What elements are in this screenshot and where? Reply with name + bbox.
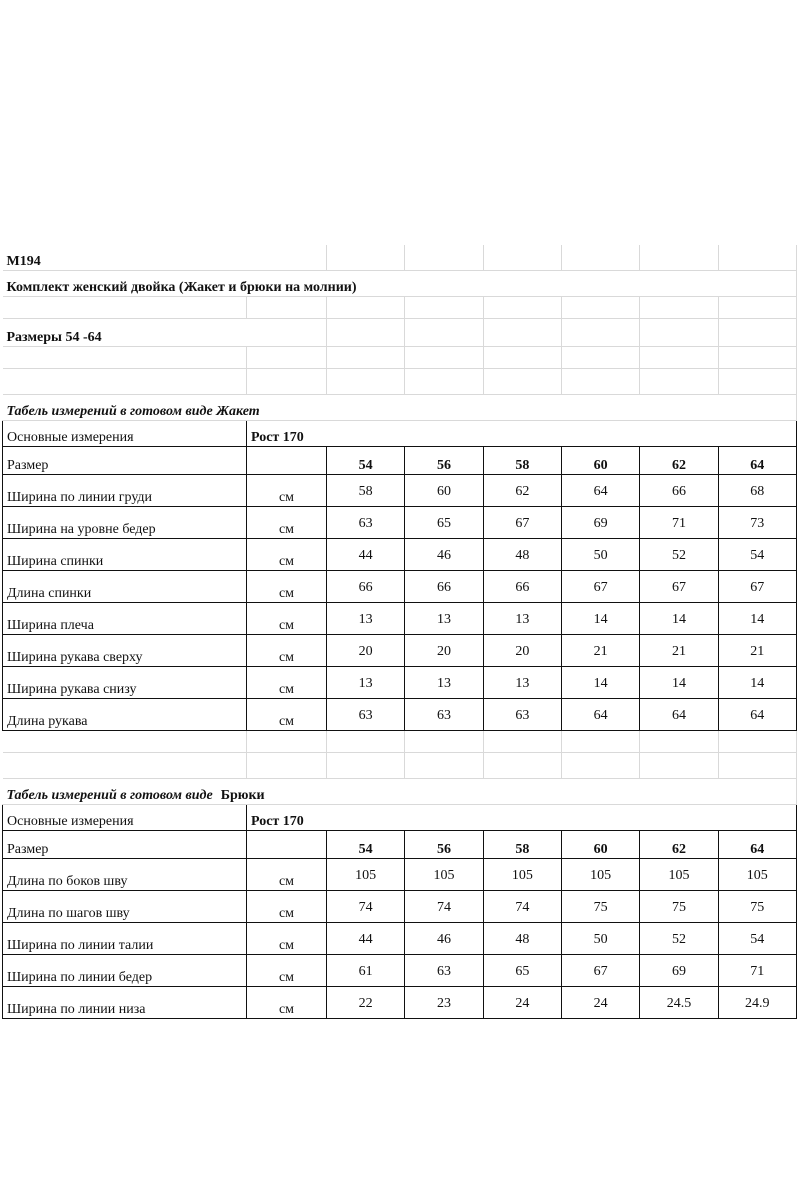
blank-row <box>3 347 797 369</box>
main-measurements-label: Основные измерения <box>3 805 247 831</box>
unit-cell: см <box>247 923 327 955</box>
empty-cell <box>718 297 796 319</box>
size-header: 54 <box>327 831 405 859</box>
measurement-value: 24 <box>561 987 639 1019</box>
empty-cell <box>327 297 405 319</box>
measurement-value: 64 <box>640 699 718 731</box>
measurement-row <box>3 987 797 1019</box>
measurement-value: 23 <box>405 987 483 1019</box>
empty-cell <box>247 319 327 347</box>
main-measurements-row <box>3 421 797 447</box>
size-header: 62 <box>640 831 718 859</box>
measurement-value: 63 <box>405 955 483 987</box>
empty-cell <box>718 369 796 395</box>
measurement-value: 61 <box>327 955 405 987</box>
unit-cell: см <box>247 635 327 667</box>
empty-cell <box>405 369 483 395</box>
empty-cell <box>483 319 561 347</box>
model-code: М194 <box>3 245 247 271</box>
measurement-value: 21 <box>718 635 796 667</box>
measurement-value: 44 <box>327 923 405 955</box>
measurement-value: 46 <box>405 923 483 955</box>
measurement-row <box>3 699 797 731</box>
size-header: 58 <box>483 831 561 859</box>
size-label: Размер <box>3 447 247 475</box>
measurement-value: 66 <box>640 475 718 507</box>
unit-cell: см <box>247 667 327 699</box>
measurement-value: 44 <box>327 539 405 571</box>
unit-cell: см <box>247 891 327 923</box>
empty-cell <box>247 731 327 753</box>
measurement-label: Ширина по линии низа <box>3 987 247 1019</box>
measurement-value: 67 <box>640 571 718 603</box>
unit-cell: см <box>247 859 327 891</box>
blank-row <box>3 297 797 319</box>
measurement-label: Ширина рукава сверху <box>3 635 247 667</box>
measurement-value: 66 <box>327 571 405 603</box>
size-row <box>3 447 797 475</box>
measurement-row <box>3 923 797 955</box>
measurement-label: Длина спинки <box>3 571 247 603</box>
measurement-value: 71 <box>718 955 796 987</box>
empty-cell <box>561 245 639 271</box>
measurement-value: 74 <box>405 891 483 923</box>
trousers-title-item: Брюки <box>220 788 265 803</box>
measurement-value: 14 <box>561 667 639 699</box>
measurement-value: 105 <box>561 859 639 891</box>
size-label: Размер <box>3 831 247 859</box>
measurement-row <box>3 603 797 635</box>
measurement-value: 21 <box>561 635 639 667</box>
unit-empty <box>247 831 327 859</box>
measurement-value: 69 <box>640 955 718 987</box>
measurement-value: 24 <box>483 987 561 1019</box>
measurement-value: 71 <box>640 507 718 539</box>
measurement-value: 64 <box>561 699 639 731</box>
empty-cell <box>561 369 639 395</box>
measurement-value: 63 <box>405 699 483 731</box>
measurement-label: Ширина по линии талии <box>3 923 247 955</box>
measurement-value: 52 <box>640 923 718 955</box>
empty-cell <box>561 319 639 347</box>
measurement-value: 14 <box>640 603 718 635</box>
measurement-value: 52 <box>640 539 718 571</box>
empty-cell <box>718 245 796 271</box>
measurement-row <box>3 571 797 603</box>
empty-cell <box>247 753 327 779</box>
measurement-value: 13 <box>483 667 561 699</box>
height-label: Рост 170 <box>247 805 797 831</box>
empty-cell <box>405 319 483 347</box>
measurement-value: 46 <box>405 539 483 571</box>
measurement-label: Ширина рукава снизу <box>3 667 247 699</box>
measurement-value: 24.9 <box>718 987 796 1019</box>
unit-cell: см <box>247 539 327 571</box>
unit-cell: см <box>247 571 327 603</box>
empty-cell <box>247 347 327 369</box>
empty-cell <box>3 347 247 369</box>
measurement-row <box>3 539 797 571</box>
empty-cell <box>718 753 796 779</box>
empty-cell <box>247 369 327 395</box>
empty-cell <box>640 245 718 271</box>
measurement-value: 69 <box>561 507 639 539</box>
trousers-title-row <box>3 779 797 805</box>
measurement-value: 73 <box>718 507 796 539</box>
blank-row <box>3 753 797 779</box>
measurement-value: 66 <box>405 571 483 603</box>
empty-cell <box>3 297 247 319</box>
measurement-value: 22 <box>327 987 405 1019</box>
measurement-value: 65 <box>483 955 561 987</box>
product-name-row <box>3 271 797 297</box>
height-label: Рост 170 <box>247 421 797 447</box>
measurement-value: 105 <box>405 859 483 891</box>
measurement-sheet <box>2 245 796 1019</box>
empty-cell <box>640 753 718 779</box>
empty-cell <box>405 245 483 271</box>
measurement-value: 105 <box>640 859 718 891</box>
empty-cell <box>327 319 405 347</box>
measurement-value: 67 <box>561 955 639 987</box>
measurement-row <box>3 859 797 891</box>
measurement-label: Ширина на уровне бедер <box>3 507 247 539</box>
empty-cell <box>405 347 483 369</box>
measurement-value: 21 <box>640 635 718 667</box>
measurement-row <box>3 667 797 699</box>
main-measurements-label: Основные измерения <box>3 421 247 447</box>
measurement-value: 14 <box>718 667 796 699</box>
empty-cell <box>718 319 796 347</box>
empty-cell <box>327 731 405 753</box>
measurement-value: 63 <box>327 699 405 731</box>
size-header: 60 <box>561 831 639 859</box>
measurement-value: 20 <box>327 635 405 667</box>
size-row <box>3 831 797 859</box>
measurement-value: 60 <box>405 475 483 507</box>
measurement-value: 48 <box>483 539 561 571</box>
size-header: 56 <box>405 831 483 859</box>
empty-cell <box>640 319 718 347</box>
unit-empty <box>247 447 327 475</box>
measurement-value: 54 <box>718 539 796 571</box>
empty-cell <box>640 297 718 319</box>
empty-cell <box>405 297 483 319</box>
measurement-value: 67 <box>718 571 796 603</box>
measurement-value: 64 <box>718 699 796 731</box>
measurement-value: 66 <box>483 571 561 603</box>
size-header: 64 <box>718 831 796 859</box>
empty-cell <box>3 731 247 753</box>
jacket-title: Табель измерений в готовом виде Жакет <box>3 395 797 421</box>
measurement-row <box>3 955 797 987</box>
empty-cell <box>327 245 405 271</box>
measurement-value: 74 <box>483 891 561 923</box>
measurement-value: 13 <box>327 667 405 699</box>
size-header: 64 <box>718 447 796 475</box>
measurement-value: 75 <box>640 891 718 923</box>
measurement-label: Длина по боков шву <box>3 859 247 891</box>
empty-cell <box>247 297 327 319</box>
measurement-value: 50 <box>561 923 639 955</box>
measurement-value: 105 <box>718 859 796 891</box>
empty-cell <box>327 753 405 779</box>
measurement-label: Ширина плеча <box>3 603 247 635</box>
size-header: 54 <box>327 447 405 475</box>
size-header: 56 <box>405 447 483 475</box>
measurement-value: 67 <box>561 571 639 603</box>
empty-cell <box>640 369 718 395</box>
empty-cell <box>483 297 561 319</box>
empty-cell <box>483 245 561 271</box>
measurement-value: 14 <box>561 603 639 635</box>
empty-cell <box>327 369 405 395</box>
measurement-value: 75 <box>561 891 639 923</box>
measurement-label: Длина по шагов шву <box>3 891 247 923</box>
measurement-value: 54 <box>718 923 796 955</box>
empty-cell <box>483 753 561 779</box>
empty-cell <box>561 753 639 779</box>
empty-cell <box>718 347 796 369</box>
measurement-label: Ширина по линии бедер <box>3 955 247 987</box>
measurement-value: 20 <box>405 635 483 667</box>
measurement-value: 13 <box>405 667 483 699</box>
unit-cell: см <box>247 475 327 507</box>
empty-cell <box>483 347 561 369</box>
blank-row <box>3 731 797 753</box>
measurement-row <box>3 635 797 667</box>
measurement-value: 68 <box>718 475 796 507</box>
sizes-range-row <box>3 319 797 347</box>
measurement-value: 13 <box>327 603 405 635</box>
measurement-row <box>3 891 797 923</box>
jacket-title-row <box>3 395 797 421</box>
empty-cell <box>483 369 561 395</box>
empty-cell <box>3 753 247 779</box>
measurement-row <box>3 475 797 507</box>
measurement-label: Длина рукава <box>3 699 247 731</box>
trousers-title: Табель измерений в готовом виде <box>6 788 213 803</box>
measurement-value: 75 <box>718 891 796 923</box>
size-header: 62 <box>640 447 718 475</box>
measurement-value: 14 <box>640 667 718 699</box>
size-table <box>2 245 797 1019</box>
unit-cell: см <box>247 955 327 987</box>
measurement-value: 63 <box>327 507 405 539</box>
measurement-value: 105 <box>483 859 561 891</box>
sizes-range: Размеры 54 -64 <box>3 319 247 347</box>
empty-cell <box>247 245 327 271</box>
measurement-value: 20 <box>483 635 561 667</box>
measurement-value: 67 <box>483 507 561 539</box>
measurement-value: 105 <box>327 859 405 891</box>
measurement-value: 24.5 <box>640 987 718 1019</box>
measurement-value: 74 <box>327 891 405 923</box>
product-name: Комплект женский двойка (Жакет и брюки на молнии) <box>3 271 797 297</box>
main-measurements-row <box>3 805 797 831</box>
measurement-label: Ширина спинки <box>3 539 247 571</box>
size-header: 60 <box>561 447 639 475</box>
empty-cell <box>718 731 796 753</box>
empty-cell <box>405 753 483 779</box>
empty-cell <box>561 731 639 753</box>
unit-cell: см <box>247 987 327 1019</box>
measurement-value: 64 <box>561 475 639 507</box>
empty-cell <box>561 297 639 319</box>
unit-cell: см <box>247 699 327 731</box>
trousers-title-cell <box>3 779 797 805</box>
measurement-value: 48 <box>483 923 561 955</box>
empty-cell <box>3 369 247 395</box>
empty-cell <box>561 347 639 369</box>
measurement-value: 63 <box>483 699 561 731</box>
measurement-value: 50 <box>561 539 639 571</box>
measurement-value: 62 <box>483 475 561 507</box>
measurement-value: 65 <box>405 507 483 539</box>
empty-cell <box>483 731 561 753</box>
empty-cell <box>640 731 718 753</box>
model-code-row <box>3 245 797 271</box>
unit-cell: см <box>247 603 327 635</box>
empty-cell <box>640 347 718 369</box>
blank-row <box>3 369 797 395</box>
unit-cell: см <box>247 507 327 539</box>
empty-cell <box>405 731 483 753</box>
size-header: 58 <box>483 447 561 475</box>
measurement-label: Ширина по линии груди <box>3 475 247 507</box>
empty-cell <box>327 347 405 369</box>
measurement-value: 13 <box>483 603 561 635</box>
measurement-value: 13 <box>405 603 483 635</box>
measurement-value: 58 <box>327 475 405 507</box>
measurement-row <box>3 507 797 539</box>
measurement-value: 14 <box>718 603 796 635</box>
